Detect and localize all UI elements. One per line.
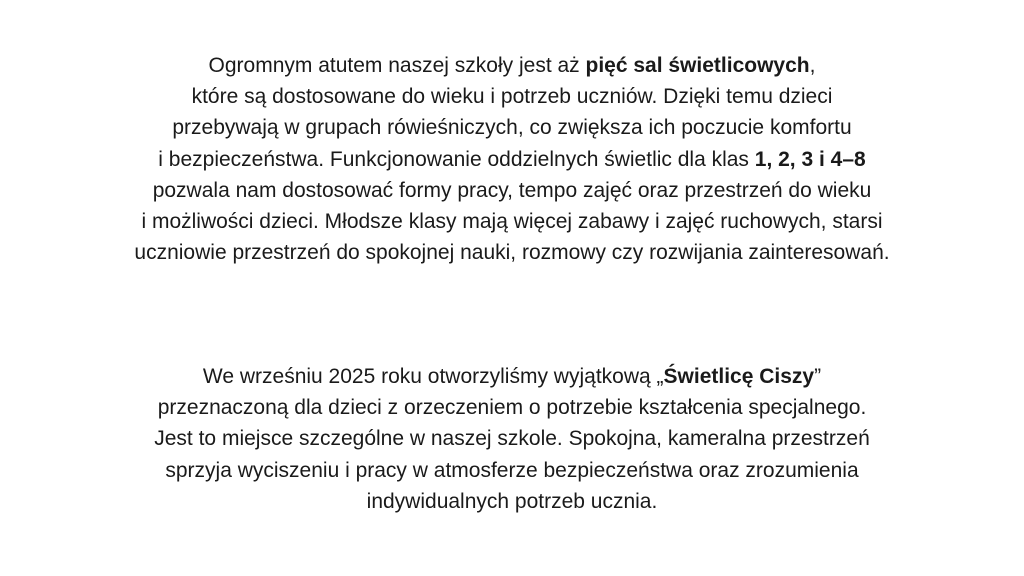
text-line: pozwala nam dostosować formy pracy, tempo zajęć oraz przestrzeń do wieku: [152, 178, 872, 202]
text-line: i możliwości dzieci. Młodsze klasy mają więcej zabawy i zajęć ruchowych, starsi: [141, 210, 883, 234]
text-line: [0, 50, 1024, 81]
text-line: przeznaczoną dla dzieci z orzeczeniem o potrzebie kształcenia specjalnego.: [157, 396, 867, 420]
text-line: sprzyja wyciszeniu i pracy w atmosferze bezpieczeństwa oraz zrozumienia: [165, 458, 859, 482]
text-segment: We wrześniu 2025 roku otworzyliśmy wyjątkową „: [202, 365, 664, 388]
text-line: [0, 361, 1024, 392]
text-segment: ,: [809, 54, 816, 77]
text-line: [0, 144, 1024, 175]
paragraph-swietlica-ciszy: [0, 361, 1024, 517]
bold-highlight: 1, 2, 3 i 4–8: [754, 147, 866, 171]
text-line: uczniowie przestrzeń do spokojnej nauki, rozmowy czy rozwijania zainteresowań.: [134, 241, 890, 265]
text-line: które są dostosowane do wieku i potrzeb uczniów. Dzięki temu dzieci: [191, 85, 833, 109]
text-segment: i bezpieczeństwa. Funkcjonowanie oddzielnych świetlic dla klas: [158, 147, 755, 171]
bold-highlight: pięć sal świetlicowych: [585, 54, 810, 77]
text-segment: Ogromnym atutem naszej szkoły jest aż: [208, 54, 586, 77]
text-line: Jest to miejsce szczególne w naszej szkole. Spokojna, kameralna przestrzeń: [154, 427, 870, 451]
paragraph-swietlice: [0, 50, 1024, 268]
bold-highlight: Świetlicę Ciszy: [663, 365, 815, 388]
text-line: przebywają w grupach rówieśniczych, co zwiększa ich poczucie komfortu: [172, 116, 852, 140]
text-line: indywidualnych potrzeb ucznia.: [366, 489, 658, 513]
text-segment: ”: [814, 365, 822, 388]
